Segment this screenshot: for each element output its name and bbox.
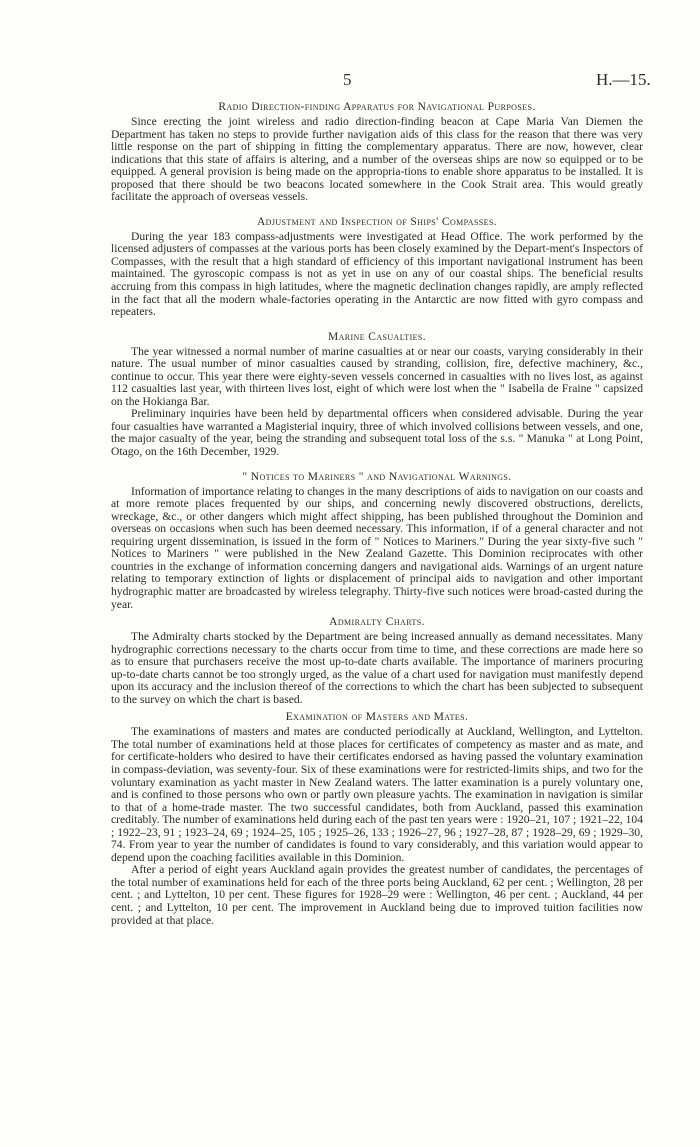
section-heading: " Notices to Mariners " and Navigational Warnings. — [242, 470, 512, 483]
section-compass-adjustment — [111, 215, 643, 319]
section-heading: Admiralty Charts. — [329, 616, 425, 629]
paragraph: The year witnessed a normal number of marine casualties at or near our coasts, varying considerably in their nature. The usual number of minor casualties caused by stranding, collision, fire, defective machinery, &c., continue to occur. This year there were eighty-seven vessels concerned in casualties with no lives lost, as against 112 casualties last year, with thirteen lives lost, eight of which were lost when the " Isabella de Fraine " capsized on the Hokianga Bar. — [111, 344, 643, 408]
section-examination-of-masters — [111, 710, 643, 927]
document-reference: H.—15. — [596, 70, 651, 89]
section-heading: Radio Direction-finding Apparatus for Navigational Purposes. — [218, 101, 536, 113]
section-heading: Examination of Masters and Mates. — [285, 711, 469, 724]
document-body — [111, 100, 643, 927]
paragraph: The examinations of masters and mates are conducted periodically at Auckland, Wellington, and Lyttelton. The total number of examinations held at those places for certificates of competency as master and as mate, and for certificate-holders who desired to have their certificates endorsed as having passed the voluntary examination in compass-deviation, was seventy-four. Six of these examinations were for restricted-limits ships, and two for the voluntary examination as yacht master in New Zealand waters. The latter examination is a purely voluntary one, and is confined to those persons who own or partly own pleasure yachts. The examination in navigation is similar to that of a home-trade master. The two successful candidates, both from Auckland, passed this examination creditably. The number of examinations held during each of the past ten years were : 1920–21, 107 ; 1921–22, 104 ; 1922–23, 91 ; 1923–24, 69 ; 1924–25, 105 ; 1925–26, 133 ; 1926–27, 96 ; 1927–28, 87 ; 1928–29, 69 ; 1929–30, 74. From year to year the number of candidates is found to vary considerably, and this variation would appear to depend upon the coaching facilities available in this Dominion. — [111, 725, 643, 864]
page-number: 5 — [343, 70, 352, 89]
section-heading: Marine Casualties. — [327, 330, 427, 343]
paragraph: Since erecting the joint wireless and radio direction-finding beacon at Cape Maria Van Diemen the Department has taken no steps to provide further navigation aids of this class for the reason that there was very little response on the part of shipping in fitting the complementary apparatus. There are now, however, clear indications that this state of affairs is altering, and a number of the overseas ships are now so equipped or to be equipped. A general provision is being made on the appropria-tions to enable shore apparatus to be installed. It is proposed that there should be two beacons located somewhere in the Cook Strait area. This would greatly facilitate the approach of overseas vessels. — [111, 115, 643, 204]
paragraph: Preliminary inquiries have been held by departmental officers when considered advisable. During the year four casualties have warranted a Magisterial inquiry, three of which involved collisions between vessels, and one, the major casualty of the year, being the stranding and subsequent total loss of the s.s. " Manuka " at Long Point, Otago, on the 16th December, 1929. — [111, 407, 643, 459]
paragraph: Information of importance relating to changes in the many descriptions of aids to navigation on our coasts and at more remote places frequented by our ships, and concerning newly discovered obstructions, derelicts, wreckage, &c., or other dangers which might affect shipping, has been published throughout the Dominion and overseas on occasions when such has been deemed necessary. This information, if of a general character and not requiring urgent dissemination, is issued in the form of " Notices to Mariners." During the year sixty-five such " Notices to Mariners " were published in the New Zealand Gazette. This Dominion reciprocates with other countries in the exchange of information concerning dangers and navigational aids. Warnings of an urgent nature relating to temporary extinction of lights or displacement of principal aids to navigation and other important hydrographic matter are broadcasted by wireless telegraphy. Thirty-five such notices were broad-casted during the year. — [111, 484, 643, 611]
paragraph: After a period of eight years Auckland again provides the greatest number of candidates, the percentages of the total number of examinations held for each of the three ports being Auckland, 62 per cent. ; Wellington, 28 per cent. ; and Lyttelton, 10 per cent. These figures for 1928–29 were : Wellington, 46 per cent. ; Auckland, 44 per cent. ; and Lyttelton, 10 per cent. The improvement in Auckland being due to improved tuition facilities now provided at that place. — [111, 863, 643, 927]
section-marine-casualties — [111, 330, 643, 459]
paragraph: The Admiralty charts stocked by the Department are being increased annually as demand necessitates. Many hydrographic corrections necessary to the charts occur from time to time, and these corrections are made here so as to ensure that purchasers receive the most up-to-date charts available. The importance of mariners procuring up-to-date charts cannot be too strongly urged, as the value of a chart used for navigation must manifestly depend upon its accuracy and the inclusion thereof of the corrections to which the chart has been subjected to subsequent to the survey on which the chart is based. — [111, 630, 643, 706]
paragraph: During the year 183 compass-adjustments were investigated at Head Office. The work performed by the licensed adjusters of compasses at the various ports has been closely examined by the Depart-ment's Inspectors of Compasses, with the result that a high standard of efficiency of this important navigational instrument has been maintained. The gyroscopic compass is not as yet in use on any of our coastal ships. The beneficial results accruing from this compass in high latitudes, where the magnetic declination changes rapidly, are amply reflected in the fact that all the modern whale-factories operating in the Antarctic are now fitted with gyro compass and repeaters. — [111, 229, 643, 319]
section-notices-to-mariners — [111, 470, 643, 611]
section-heading: Adjustment and Inspection of Ships' Compasses. — [256, 215, 498, 228]
section-radio-direction-finding — [111, 100, 643, 204]
section-admiralty-charts — [111, 615, 643, 706]
